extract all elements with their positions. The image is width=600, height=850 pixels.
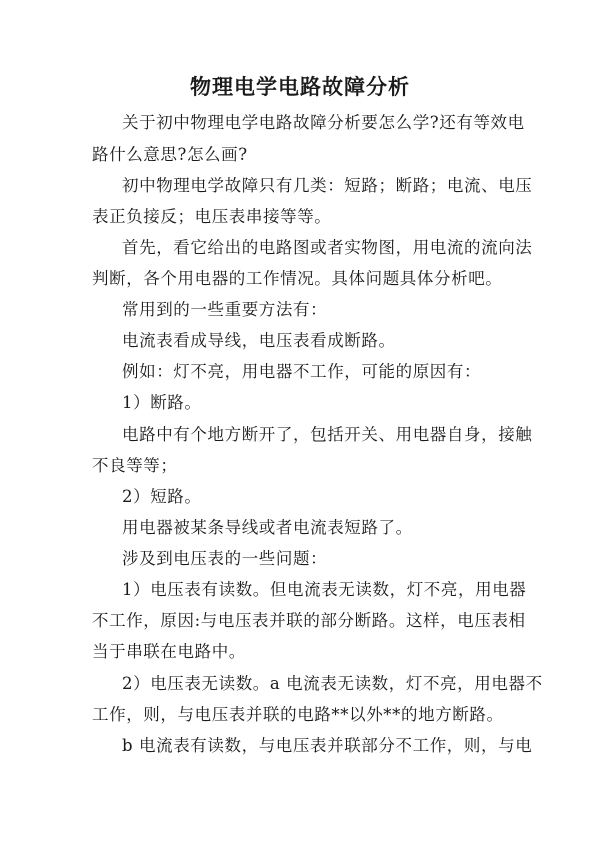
paragraph-line: 工作，则，与电压表并联的电路**以外**的地方断路。 (92, 705, 504, 724)
paragraph-line: 路什么意思?怎么画? (92, 145, 248, 164)
paragraph-line: 判断，各个用电器的工作情况。具体问题具体分析吧。 (92, 269, 503, 288)
paragraph-line: 用电器被某条导线或者电流表短路了。 (122, 518, 413, 537)
paragraph-line: 电路中有个地方断开了，包括开关、用电器自身，接触 (122, 425, 533, 444)
paragraph-line: 当于串联在电路中。 (92, 642, 246, 661)
paragraph-line: 2）短路。 (122, 487, 202, 506)
paragraph-line: 首先，看它给出的电路图或者实物图，用电流的流向法 (122, 238, 533, 257)
paragraph-line: 例如：灯不亮，用电器不工作，可能的原因有： (122, 362, 482, 381)
paragraph-line: 关于初中物理电学电路故障分析要怎么学?还有等效电 (122, 113, 525, 132)
paragraph-line: 不良等等； (92, 456, 178, 475)
paragraph-line: 电流表看成导线，电压表看成断路。 (122, 331, 396, 350)
paragraph-line: 不工作，原因:与电压表并联的部分断路。这样，电压表相 (92, 611, 526, 630)
paragraph-line: b 电流表有读数，与电压表并联部分不工作，则，与电 (122, 736, 533, 755)
document-title: 物理电学电路故障分析 (190, 74, 410, 99)
paragraph-line: 表正负接反；电压表串接等等。 (92, 207, 332, 226)
paragraph-line: 初中物理电学故障只有几类：短路；断路；电流、电压 (122, 176, 533, 195)
paragraph-line: 常用到的一些重要方法有： (122, 300, 328, 319)
paragraph-line: 1）断路。 (122, 393, 202, 412)
paragraph-line: 涉及到电压表的一些问题： (122, 549, 328, 568)
paragraph-line: 2）电压表无读数。a 电流表无读数，灯不亮，用电器不 (122, 674, 543, 693)
paragraph-line: 1）电压表有读数。但电流表无读数，灯不亮，用电器 (122, 580, 527, 599)
